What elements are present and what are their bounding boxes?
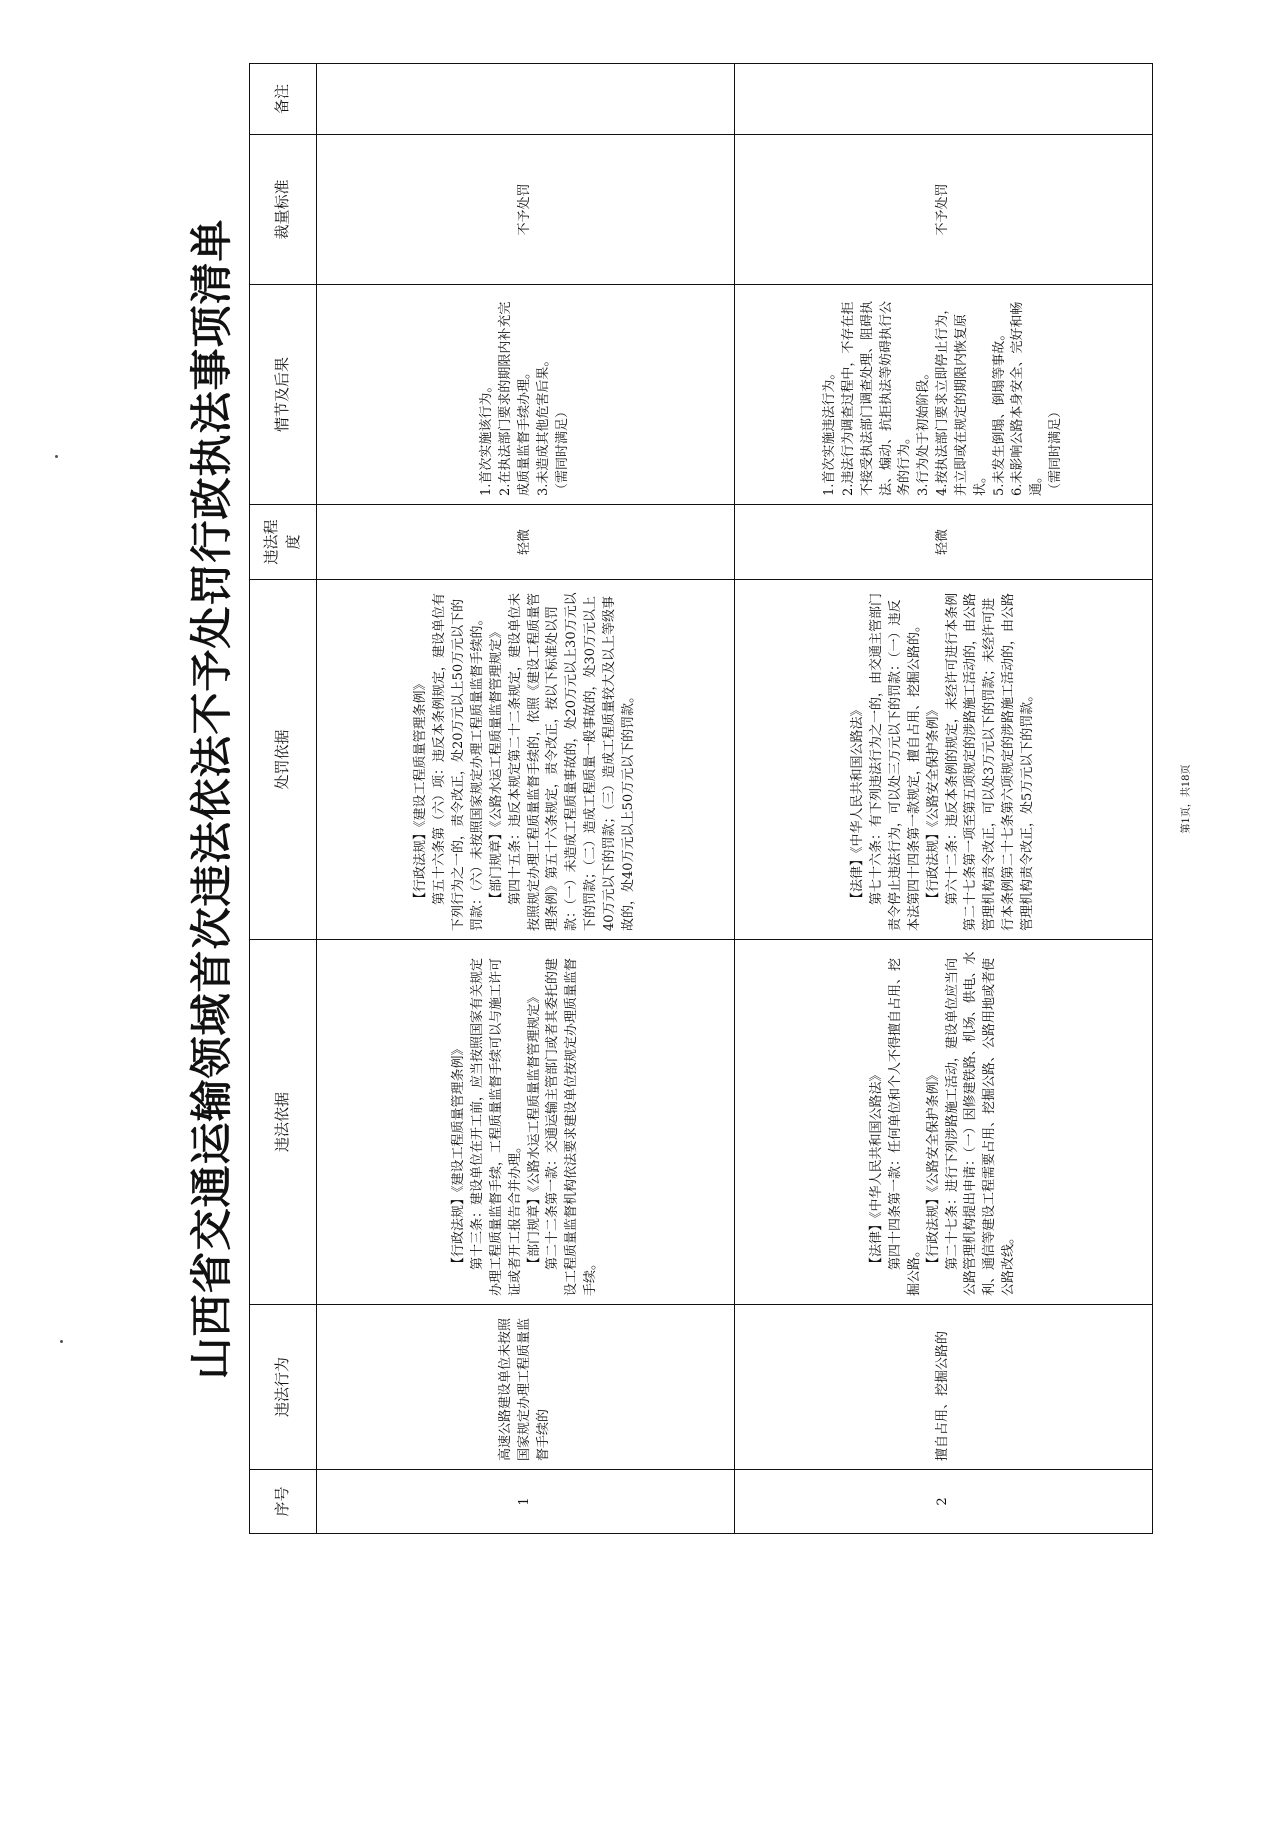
paragraph: 第七十六条：有下列违法行为之一的，由交通主管部门责令停止违法行为，可以处三万元以下的罚款：（一）违反本法第四十四条第一款规定，擅自占用、挖掘公路的。	[869, 592, 922, 931]
cell-standard: 不予处罚	[735, 135, 1153, 285]
circumstance-line: 2.违法行为调查过程中，不存在拒不接受执法部门调查处理、阻碍执法、煽动、抗拒执法等妨碍执行公务的行为。	[840, 300, 913, 496]
circumstance-line: 3.未造成其他危害后果。	[535, 353, 551, 496]
cell-act: 擅自占用、挖掘公路的	[735, 1305, 1153, 1470]
paragraph: 第四十五条：违反本规定第二十二条规定，建设单位未按照规定办理工程质量监督手续的，依照《建设工程质量管理条例》第五十六条规定，责令改正，按以下标准处以罚款：（一）未造成工程质量事故的，处20万元以上30万元以下的罚款；（二）造成工程质量一般事故的，处30万元以上40万元以下的罚款；（三）造成工程质量较大及以上等级事故的，处40万元以上50万元以下的罚款。	[507, 592, 636, 931]
circumstance-line: （需同时满足）	[554, 404, 570, 496]
circumstance-line: 3.行为处于初始阶段。	[916, 366, 932, 496]
cell-circumstances	[317, 285, 735, 505]
page-title: 山西省交通运输领域首次违法依法不予处罚行政执法事项清单	[187, 218, 236, 1380]
cell-violation-basis	[317, 940, 735, 1305]
circumstance-line: 5.未发生倒塌、倒塌等事故。	[991, 327, 1007, 496]
paragraph: 第五十六条第（六）项：违反本条例规定，建设单位有下列行为之一的，责令改正，处20万元以上50万元以下的罚款：（六）未按照国家规定办理工程质量监督手续的。	[432, 592, 485, 931]
header-row	[250, 64, 317, 1534]
scan-speck	[60, 1340, 63, 1343]
rotated-page	[177, 64, 1211, 1534]
paragraph: 第四十四条第一款：任何单位和个人不得擅自占用、挖掘公路。	[887, 957, 922, 1296]
header-violation-basis: 违法依据	[250, 940, 317, 1305]
cell-no: 2	[735, 1470, 1153, 1534]
cell-act: 高速公路建设单位未按照国家规定办理工程质量监督手续的	[317, 1305, 735, 1470]
paragraph: 第六十二条：违反本条例的规定，未经许可进行本条例第二十七条第一项至第五项规定的涉路施工活动的，由公路管理机构责令改正，可以处3万元以下的罚款；未经许可进行本条例第二十七条第六项规定的涉路施工活动的，由公路管理机构责令改正，处5万元以下的罚款。	[944, 592, 1035, 931]
paragraph: 【部门规章】《公路水运工程质量监督管理规定》	[526, 990, 542, 1270]
cell-violation-basis	[735, 940, 1153, 1305]
page-footer: 第1页，共18页	[1181, 764, 1192, 834]
header-degree: 违法程度	[250, 505, 317, 580]
header-standard: 裁量标准	[250, 135, 317, 285]
paragraph: 【行政法规】《建设工程质量管理条例》	[451, 1042, 467, 1270]
circumstance-line: 2.在执法部门要求的期限内补充完成质量监督手续办理。	[498, 301, 533, 496]
table-row	[317, 64, 735, 1534]
enforcement-table	[249, 63, 1153, 1534]
paragraph: 【行政法规】《公路安全保护条例》	[925, 1068, 941, 1270]
cell-no: 1	[317, 1470, 735, 1534]
header-act: 违法行为	[250, 1305, 317, 1470]
circumstance-line: 4.按执法部门要求立即停止行为，并立即或在规定的期限内恢复原状。	[935, 301, 988, 496]
paragraph: 【行政法规】《建设工程质量管理条例》	[413, 677, 429, 905]
paragraph: 第二十二条第一款：交通运输主管部门或者其委托的建设工程质量监督机构依法要求建设单位按规定办理质量监督手续。	[545, 957, 599, 1296]
cell-standard: 不予处罚	[317, 135, 735, 285]
circumstance-line: 1.首次实施违法行为。	[822, 366, 838, 496]
header-remark: 备注	[250, 64, 317, 135]
paragraph: 第二十七条：进行下列涉路施工活动，建设单位应当向公路管理机构提出申请：（一）因修建铁路、机场、供电、水利、通信等建设工程需要占用、挖掘公路、公路用地或者使公路改线。	[944, 951, 1017, 1296]
paragraph: 【法律】《中华人民共和国公路法》	[850, 703, 866, 905]
table-row	[735, 64, 1153, 1534]
cell-remark	[735, 64, 1153, 135]
paragraph: 【行政法规】《公路安全保护条例》	[925, 703, 941, 905]
header-circumstances: 情节及后果	[250, 285, 317, 505]
cell-penalty-basis	[317, 580, 735, 940]
paragraph: 【部门规章】《公路水运工程质量监督管理规定》	[488, 625, 504, 905]
circumstance-line: 6.未影响公路本身安全、完好和畅通。	[1010, 301, 1045, 496]
cell-remark	[317, 64, 735, 135]
circumstance-line: （需同时满足）	[1048, 404, 1064, 496]
cell-circumstances	[735, 285, 1153, 505]
scan-speck	[55, 455, 58, 458]
cell-degree: 轻微	[317, 505, 735, 580]
circumstance-line: 1.首次实施该行为。	[479, 379, 495, 496]
cell-penalty-basis	[735, 580, 1153, 940]
paragraph: 【法律】《中华人民共和国公路法》	[869, 1068, 885, 1270]
paragraph: 第十三条：建设单位在开工前，应当按照国家有关规定办理工程质量监督手续，工程质量监督手续可以与施工许可证或者开工报告合并办理。	[469, 957, 523, 1296]
cell-degree: 轻微	[735, 505, 1153, 580]
header-penalty-basis: 处罚依据	[250, 580, 317, 940]
header-no: 序号	[250, 1470, 317, 1534]
